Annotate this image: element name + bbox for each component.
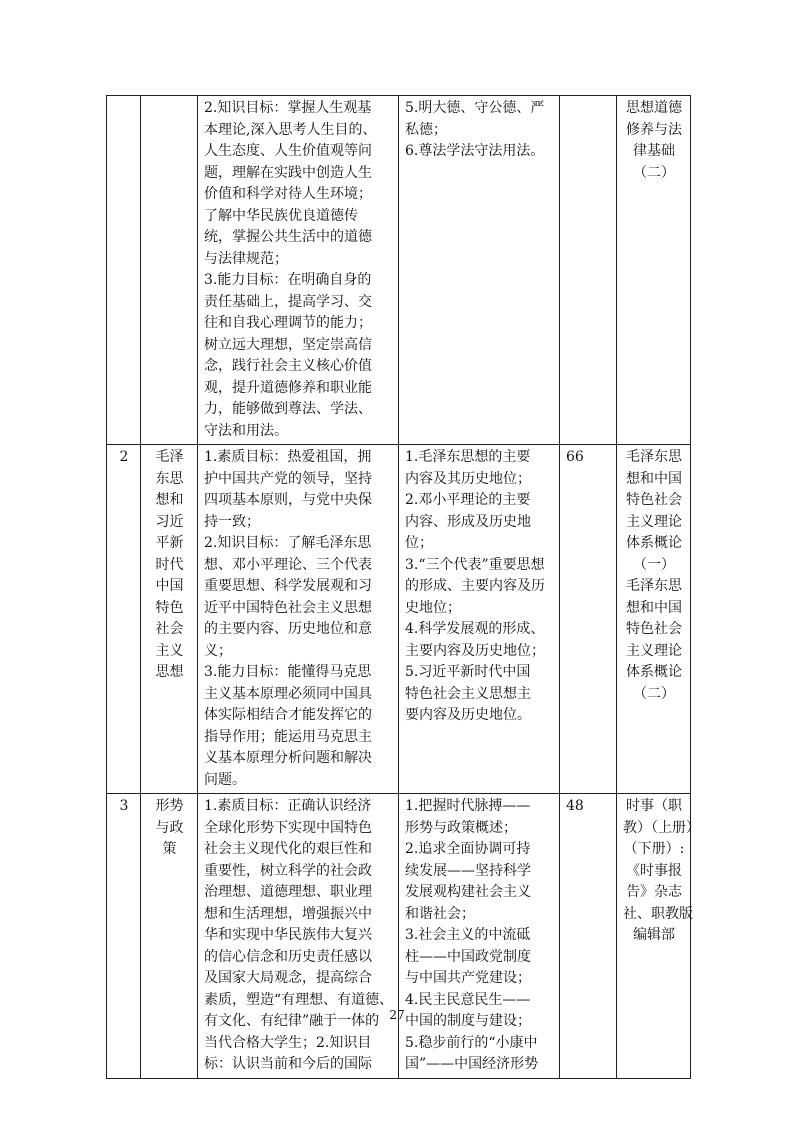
text-line: 义； <box>204 642 232 659</box>
course-name-cell <box>141 794 198 1079</box>
table-row <box>107 794 691 1079</box>
text-line: 四项基本原则，与党中央保 <box>204 492 372 508</box>
text-line: 策 <box>162 841 177 857</box>
text-line: 东思 <box>155 470 184 487</box>
text-line: 思想 <box>155 664 184 680</box>
text-line: 与政 <box>155 819 184 836</box>
text-line: 近平中国特色社会主义思想 <box>204 599 372 616</box>
course-goal-cell <box>198 96 399 445</box>
text-line: 与中国共产党建设； <box>405 970 531 986</box>
text-line: 内容及其历史地位； <box>405 470 531 487</box>
text-line: 社会 <box>155 621 184 637</box>
course-goal-cell <box>198 445 399 794</box>
text-line: 1.素质目标：热爱祖国，拥 <box>204 449 372 465</box>
text-line: 3.“三个代表”重要思想 <box>405 556 545 573</box>
text-line: 3.能力目标：能懂得马克思 <box>204 664 372 680</box>
text-line: 主要内容及历史地位； <box>405 642 545 659</box>
page-number: 27 <box>389 1008 405 1022</box>
text-line: 5.习近平新时代中国 <box>405 664 531 680</box>
course-hours-cell <box>560 794 617 1079</box>
text-line: 2.知识目标：了解毛泽东思 <box>204 535 372 551</box>
course-content-cell <box>399 445 560 794</box>
text-line: 华和实现中华民族伟大复兴 <box>204 927 372 943</box>
text-line: 想和中国 <box>626 599 682 616</box>
text-line: 修养与法 <box>626 121 682 138</box>
text-line: 毛泽 <box>155 449 184 465</box>
text-line: 形势 <box>155 798 184 814</box>
row-number-cell <box>107 794 141 1079</box>
text-line: 和谐社会； <box>405 905 475 922</box>
text-line: 本理论,深入思考人生目的、 <box>204 121 377 138</box>
table-row <box>107 445 691 794</box>
text-line: 特色社会主义思想主 <box>405 685 531 702</box>
text-line: 重要性，树立科学的社会政 <box>204 862 372 879</box>
textbook-cell <box>617 445 691 794</box>
text-line: 中国 <box>155 578 184 594</box>
text-line: 《时事报 <box>626 862 682 879</box>
course-hours-cell <box>560 96 617 445</box>
text-line: 2.邓小平理论的主要 <box>405 492 531 508</box>
text-line: （下册）: <box>623 841 685 857</box>
text-line: 想和 <box>155 492 184 508</box>
text-line: 的主要内容、历史地位和意 <box>204 621 372 637</box>
text-line: 发展观构建社会主义 <box>405 884 531 900</box>
text-line: 律基础 <box>633 143 675 159</box>
text-line: 告》杂志 <box>626 884 682 900</box>
course-content-cell <box>399 96 560 445</box>
text-line: 想和生活理想，增强振兴中 <box>204 905 372 922</box>
text-line: 编辑部 <box>633 927 675 943</box>
text-line: 了解中华民族优良道德传 <box>204 207 358 224</box>
textbook-cell <box>617 794 700 1079</box>
text-line: 义基本原理分析问题和解决 <box>204 750 372 766</box>
row-number-cell <box>107 445 141 794</box>
text-line: 力，能够做到尊法、学法、 <box>204 401 372 417</box>
text-line: 素质，塑造“有理想、有道德、 <box>204 991 394 1008</box>
text-line: 标：认识当前和今后的国际 <box>204 1056 372 1072</box>
text-line: 持一致； <box>204 513 260 530</box>
text-line: 时代 <box>155 556 184 573</box>
text-line: 1.毛泽东思想的主要 <box>405 449 531 465</box>
text-line: 思想道德 <box>626 100 682 116</box>
text-line: 续发展——坚持科学 <box>405 862 531 879</box>
text-line: 想、邓小平理论、三个代表 <box>204 556 372 573</box>
text-line: 时事（职 <box>626 798 682 814</box>
course-table <box>106 95 700 1079</box>
table-row <box>107 96 691 445</box>
text-line: 1.把握时代脉搏—— <box>405 798 531 814</box>
text-line: 平新 <box>155 535 184 551</box>
text-line: 念，践行社会主义核心价值 <box>204 358 372 374</box>
textbook-cell <box>617 96 691 445</box>
course-hours: 66 <box>566 449 584 465</box>
course-name-cell <box>141 445 198 794</box>
text-line: 与法律规范； <box>204 250 288 267</box>
text-line: 位； <box>405 535 433 551</box>
text-line: 形势与政策概述； <box>405 819 517 836</box>
text-line: 守法和用法。 <box>204 422 288 439</box>
row-number: 3 <box>119 798 129 814</box>
text-line: 2.知识目标：掌握人生观基 <box>204 100 372 116</box>
text-line: 2.追求全面协调可持 <box>405 841 531 857</box>
text-line: 往和自我心理调节的能力； <box>204 315 372 331</box>
table-body <box>107 96 700 1079</box>
text-line: 4.科学发展观的形成、 <box>405 621 545 637</box>
text-line: 社、职教版 <box>623 905 693 922</box>
text-line: 主义理论 <box>626 513 682 530</box>
text-line: 题，理解在实践中创造人生 <box>204 164 372 181</box>
text-line: 树立远大理想，坚定崇高信 <box>204 336 372 353</box>
text-line: 教）（上册） <box>623 819 700 836</box>
text-line: 体系概论 <box>626 535 682 551</box>
row-number: 2 <box>119 449 129 465</box>
text-line: 的信心信念和历史责任感以 <box>204 948 372 965</box>
text-line: 体系概论 <box>626 664 682 680</box>
row-number-cell <box>107 96 141 445</box>
text-line: 观，提升道德修养和职业能 <box>204 379 372 396</box>
text-line: 特色 <box>155 599 184 616</box>
text-line: 3.能力目标：在明确自身的 <box>204 272 372 288</box>
course-hours-cell <box>560 445 617 794</box>
text-line: 主义理论 <box>626 642 682 659</box>
text-line: 当代合格大学生；2.知识目 <box>204 1034 372 1051</box>
text-line: 想和中国 <box>626 470 682 487</box>
text-line: 重要思想、科学发展观和习 <box>204 578 372 594</box>
text-line: 责任基础上，提高学习、交 <box>204 293 372 310</box>
text-line: 全球化形势下实现中国特色 <box>204 819 372 836</box>
text-line: 治理想、道德理想、职业理 <box>204 884 372 900</box>
text-line: 5.明大德、守公德、严 <box>405 100 545 116</box>
text-line: 5.稳步前行的“小康中 <box>405 1034 538 1051</box>
text-line: 有文化、有纪律”融于一体的 <box>204 1013 380 1029</box>
text-line: 3.社会主义的中流砥 <box>405 927 531 943</box>
text-line: 习近 <box>155 513 184 530</box>
text-line: 护中国共产党的领导，坚持 <box>204 470 372 487</box>
text-line: 史地位； <box>405 599 461 616</box>
course-content-cell <box>399 794 560 1079</box>
text-line: 特色社会 <box>626 621 682 637</box>
text-line: （一） <box>633 556 675 573</box>
text-line: 国”——中国经济形势 <box>405 1056 539 1072</box>
text-line: 私德； <box>405 121 447 138</box>
text-line: 6.尊法学法守法用法。 <box>405 143 545 159</box>
course-goal-cell <box>198 794 399 1079</box>
text-line: 的形成、主要内容及历 <box>405 578 545 594</box>
text-line: 内容、形成及历史地 <box>405 513 531 530</box>
course-name-cell <box>141 96 198 445</box>
text-line: 主义 <box>155 642 184 659</box>
text-line: 统，掌握公共生活中的道德 <box>204 229 372 245</box>
text-line: 问题。 <box>204 771 246 788</box>
text-line: 4.民主民意民生—— <box>405 991 531 1008</box>
text-line: 1.素质目标：正确认识经济 <box>204 798 372 814</box>
text-line: 要内容及历史地位。 <box>405 707 531 723</box>
text-line: 体实际相结合才能发挥它的 <box>204 707 372 723</box>
text-line: 毛泽东思 <box>626 449 682 465</box>
text-line: （二） <box>633 685 675 702</box>
text-line: 人生态度、人生价值观等问 <box>204 143 372 159</box>
text-line: 毛泽东思 <box>626 578 682 594</box>
text-line: 特色社会 <box>626 492 682 508</box>
text-line: 社会主义现代化的艰巨性和 <box>204 841 372 857</box>
text-line: 柱——中国政党制度 <box>405 948 531 965</box>
text-line: 指导作用；能运用马克思主 <box>204 728 372 745</box>
course-hours: 48 <box>566 798 584 814</box>
text-line: 中国的制度与建设； <box>405 1013 531 1029</box>
text-line: 主义基本原理必须同中国具 <box>204 685 372 702</box>
text-line: 价值和科学对待人生环境； <box>204 186 372 202</box>
text-line: （二） <box>633 164 675 181</box>
text-line: 及国家大局观念，提高综合 <box>204 970 372 986</box>
